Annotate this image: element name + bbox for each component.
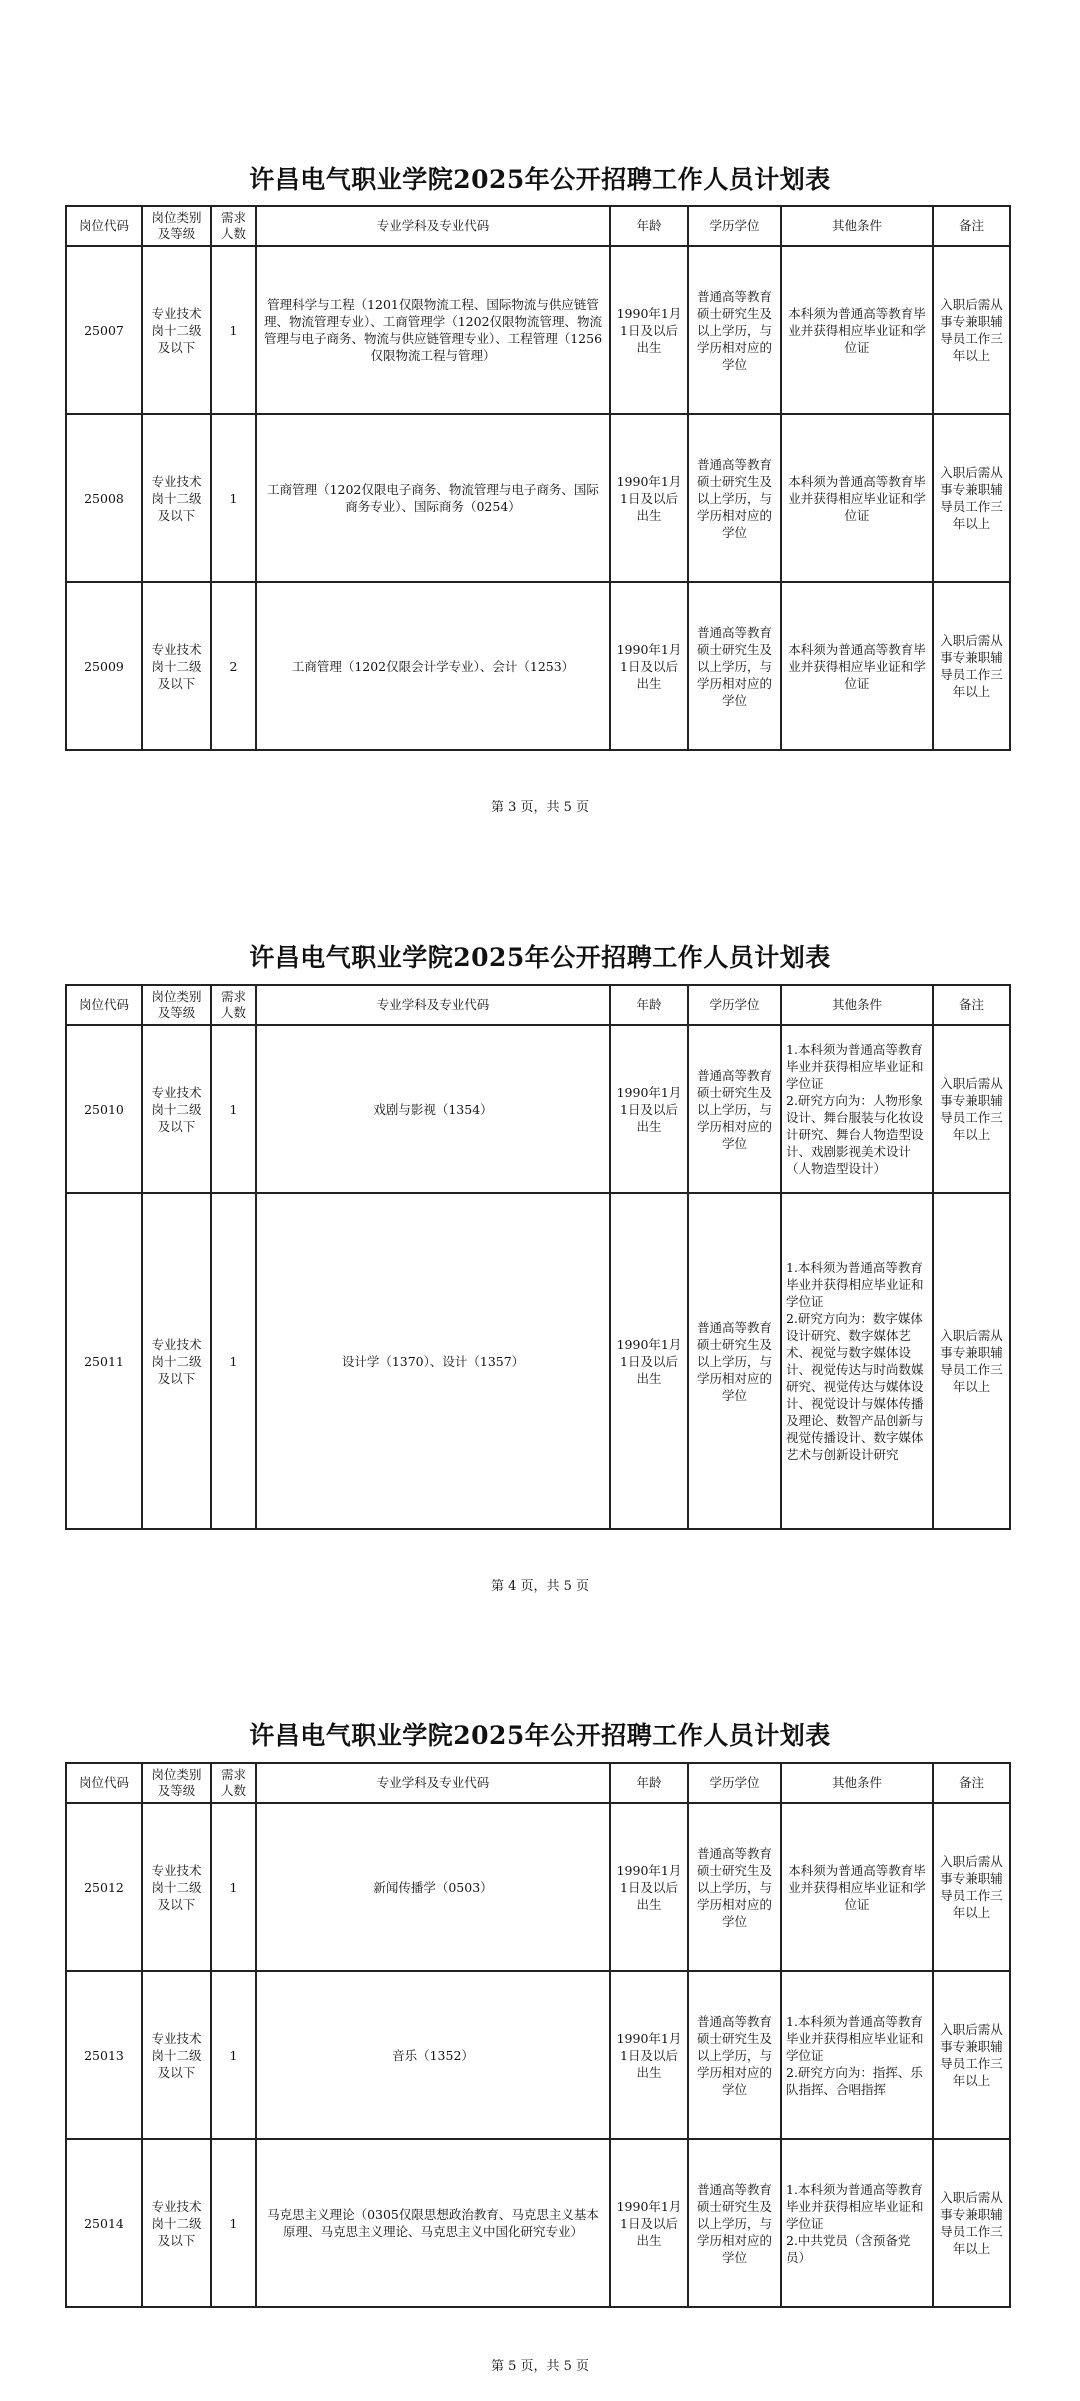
cell-conditions xyxy=(781,1971,933,2139)
cell-conditions xyxy=(781,2139,933,2307)
cell-conditions: 本科须为普通高等教育毕业并获得相应毕业证和学位证 xyxy=(781,246,933,414)
cell-count: 1 xyxy=(211,1025,256,1193)
cell-age: 1990年1月1日及以后出生 xyxy=(610,414,688,582)
page-title: 许昌电气职业学院2025年公开招聘工作人员计划表 xyxy=(249,165,831,194)
cell-conditions xyxy=(781,1193,933,1529)
cell-count: 2 xyxy=(211,582,256,750)
cell-code: 25007 xyxy=(66,246,142,414)
table-row xyxy=(66,1025,1010,1193)
cell-count: 1 xyxy=(211,1803,256,1971)
cell-remark: 入职后需从事专兼职辅导员工作三年以上 xyxy=(933,1193,1010,1529)
condition-item: 2.研究方向为：人物形象设计、舞台服装与化妆设计研究、舞台人物造型设计、戏剧影视美术设计（人物造型设计） xyxy=(786,1093,924,1176)
table-row xyxy=(66,582,1010,750)
cell-age: 1990年1月1日及以后出生 xyxy=(610,1025,688,1193)
cell-conditions xyxy=(781,1025,933,1193)
condition-item: 2.研究方向为：数字媒体设计研究、数字媒体艺术、视觉与数字媒体设计、视觉传达与时尚数媒研究、视觉传达与媒体设计、视觉设计与媒体传播及理论、数智产品创新与视觉传播设计、数字媒体艺术与创新设计研究 xyxy=(786,1311,924,1462)
cell-degree: 普通高等教育硕士研究生及以上学历，与学历相对应的学位 xyxy=(688,246,781,414)
cell-count: 1 xyxy=(211,1193,256,1529)
header-code: 岗位代码 xyxy=(66,1763,142,1803)
recruitment-table xyxy=(65,1762,1011,2308)
cell-age: 1990年1月1日及以后出生 xyxy=(610,1803,688,1971)
cell-major: 马克思主义理论（0305仅限思想政治教育、马克思主义基本原理、马克思主义理论、马克思主义中国化研究专业） xyxy=(256,2139,610,2307)
condition-item: 1.本科须为普通高等教育毕业并获得相应毕业证和学位证 xyxy=(786,2013,924,2063)
cell-category: 专业技术岗十二级及以下 xyxy=(142,1025,211,1193)
header-count: 需求人数 xyxy=(211,206,256,246)
cell-age: 1990年1月1日及以后出生 xyxy=(610,2139,688,2307)
table-header-row xyxy=(66,1763,1010,1803)
header-age: 年龄 xyxy=(610,985,688,1025)
page-title: 许昌电气职业学院2025年公开招聘工作人员计划表 xyxy=(249,1721,831,1750)
header-category: 岗位类别及等级 xyxy=(142,985,211,1025)
cell-category: 专业技术岗十二级及以下 xyxy=(142,1193,211,1529)
cell-remark: 入职后需从事专兼职辅导员工作三年以上 xyxy=(933,246,1010,414)
cell-age: 1990年1月1日及以后出生 xyxy=(610,246,688,414)
cell-degree: 普通高等教育硕士研究生及以上学历，与学历相对应的学位 xyxy=(688,1971,781,2139)
header-degree: 学历学位 xyxy=(688,1763,781,1803)
cell-major: 音乐（1352） xyxy=(256,1971,610,2139)
page-footer: 第 3 页，共 5 页 xyxy=(490,800,590,815)
cell-remark: 入职后需从事专兼职辅导员工作三年以上 xyxy=(933,1803,1010,1971)
cell-remark: 入职后需从事专兼职辅导员工作三年以上 xyxy=(933,414,1010,582)
header-count: 需求人数 xyxy=(211,1763,256,1803)
cell-age: 1990年1月1日及以后出生 xyxy=(610,1971,688,2139)
header-age: 年龄 xyxy=(610,1763,688,1803)
cell-code: 25010 xyxy=(66,1025,142,1193)
cell-remark: 入职后需从事专兼职辅导员工作三年以上 xyxy=(933,1025,1010,1193)
cell-degree: 普通高等教育硕士研究生及以上学历，与学历相对应的学位 xyxy=(688,1803,781,1971)
table-row xyxy=(66,1803,1010,1971)
header-conditions: 其他条件 xyxy=(781,1763,933,1803)
header-conditions: 其他条件 xyxy=(781,985,933,1025)
condition-item: 2.研究方向为：指挥、乐队指挥、合唱指挥 xyxy=(786,2064,923,2097)
table-row xyxy=(66,1971,1010,2139)
header-degree: 学历学位 xyxy=(688,985,781,1025)
cell-code: 25011 xyxy=(66,1193,142,1529)
table-header-row xyxy=(66,206,1010,246)
header-count: 需求人数 xyxy=(211,985,256,1025)
cell-major: 新闻传播学（0503） xyxy=(256,1803,610,1971)
cell-degree: 普通高等教育硕士研究生及以上学历，与学历相对应的学位 xyxy=(688,1193,781,1529)
header-code: 岗位代码 xyxy=(66,985,142,1025)
cell-code: 25008 xyxy=(66,414,142,582)
cell-major: 管理科学与工程（1201仅限物流工程、国际物流与供应链管理、物流管理专业）、工商管理学（1202仅限物流管理、物流管理与电子商务、物流与供应链管理专业）、工程管理（1256仅限物流工程与管理） xyxy=(256,246,610,414)
recruitment-table xyxy=(65,984,1011,1530)
header-remark: 备注 xyxy=(933,206,1010,246)
cell-degree: 普通高等教育硕士研究生及以上学历，与学历相对应的学位 xyxy=(688,2139,781,2307)
cell-category: 专业技术岗十二级及以下 xyxy=(142,414,211,582)
header-major: 专业学科及专业代码 xyxy=(256,985,610,1025)
page-title: 许昌电气职业学院2025年公开招聘工作人员计划表 xyxy=(249,943,831,972)
cell-conditions: 本科须为普通高等教育毕业并获得相应毕业证和学位证 xyxy=(781,414,933,582)
cell-conditions: 本科须为普通高等教育毕业并获得相应毕业证和学位证 xyxy=(781,1803,933,1971)
cell-code: 25014 xyxy=(66,2139,142,2307)
cell-major: 设计学（1370）、设计（1357） xyxy=(256,1193,610,1529)
cell-count: 1 xyxy=(211,246,256,414)
page-footer: 第 4 页，共 5 页 xyxy=(490,1579,590,1594)
table-row xyxy=(66,414,1010,582)
table-row xyxy=(66,246,1010,414)
cell-category: 专业技术岗十二级及以下 xyxy=(142,1803,211,1971)
cell-degree: 普通高等教育硕士研究生及以上学历，与学历相对应的学位 xyxy=(688,582,781,750)
cell-count: 1 xyxy=(211,414,256,582)
condition-item: 1.本科须为普通高等教育毕业并获得相应毕业证和学位证 xyxy=(786,2181,924,2231)
cell-age: 1990年1月1日及以后出生 xyxy=(610,1193,688,1529)
recruitment-table xyxy=(65,205,1011,751)
cell-category: 专业技术岗十二级及以下 xyxy=(142,2139,211,2307)
cell-code: 25012 xyxy=(66,1803,142,1971)
page-footer: 第 5 页，共 5 页 xyxy=(490,2359,590,2374)
cell-major: 工商管理（1202仅限会计学专业）、会计（1253） xyxy=(256,582,610,750)
cell-remark: 入职后需从事专兼职辅导员工作三年以上 xyxy=(933,1971,1010,2139)
condition-item: 1.本科须为普通高等教育毕业并获得相应毕业证和学位证 xyxy=(786,1042,924,1091)
cell-major: 戏剧与影视（1354） xyxy=(256,1025,610,1193)
header-category: 岗位类别及等级 xyxy=(142,1763,211,1803)
cell-age: 1990年1月1日及以后出生 xyxy=(610,582,688,750)
header-age: 年龄 xyxy=(610,206,688,246)
cell-conditions: 本科须为普通高等教育毕业并获得相应毕业证和学位证 xyxy=(781,582,933,750)
cell-remark: 入职后需从事专兼职辅导员工作三年以上 xyxy=(933,2139,1010,2307)
header-category: 岗位类别及等级 xyxy=(142,206,211,246)
cell-count: 1 xyxy=(211,2139,256,2307)
cell-degree: 普通高等教育硕士研究生及以上学历，与学历相对应的学位 xyxy=(688,1025,781,1193)
cell-code: 25009 xyxy=(66,582,142,750)
cell-count: 1 xyxy=(211,1971,256,2139)
header-remark: 备注 xyxy=(933,985,1010,1025)
cell-remark: 入职后需从事专兼职辅导员工作三年以上 xyxy=(933,582,1010,750)
cell-category: 专业技术岗十二级及以下 xyxy=(142,246,211,414)
header-code: 岗位代码 xyxy=(66,206,142,246)
cell-major: 工商管理（1202仅限电子商务、物流管理与电子商务、国际商务专业）、国际商务（0254） xyxy=(256,414,610,582)
cell-category: 专业技术岗十二级及以下 xyxy=(142,582,211,750)
header-major: 专业学科及专业代码 xyxy=(256,206,610,246)
cell-code: 25013 xyxy=(66,1971,142,2139)
header-conditions: 其他条件 xyxy=(781,206,933,246)
cell-degree: 普通高等教育硕士研究生及以上学历，与学历相对应的学位 xyxy=(688,414,781,582)
header-degree: 学历学位 xyxy=(688,206,781,246)
table-row xyxy=(66,1193,1010,1529)
header-major: 专业学科及专业代码 xyxy=(256,1763,610,1803)
condition-item: 1.本科须为普通高等教育毕业并获得相应毕业证和学位证 xyxy=(786,1260,924,1309)
table-row xyxy=(66,2139,1010,2307)
header-remark: 备注 xyxy=(933,1763,1010,1803)
condition-item: 2.中共党员（含预备党员） xyxy=(786,2232,911,2265)
table-header-row xyxy=(66,985,1010,1025)
cell-category: 专业技术岗十二级及以下 xyxy=(142,1971,211,2139)
